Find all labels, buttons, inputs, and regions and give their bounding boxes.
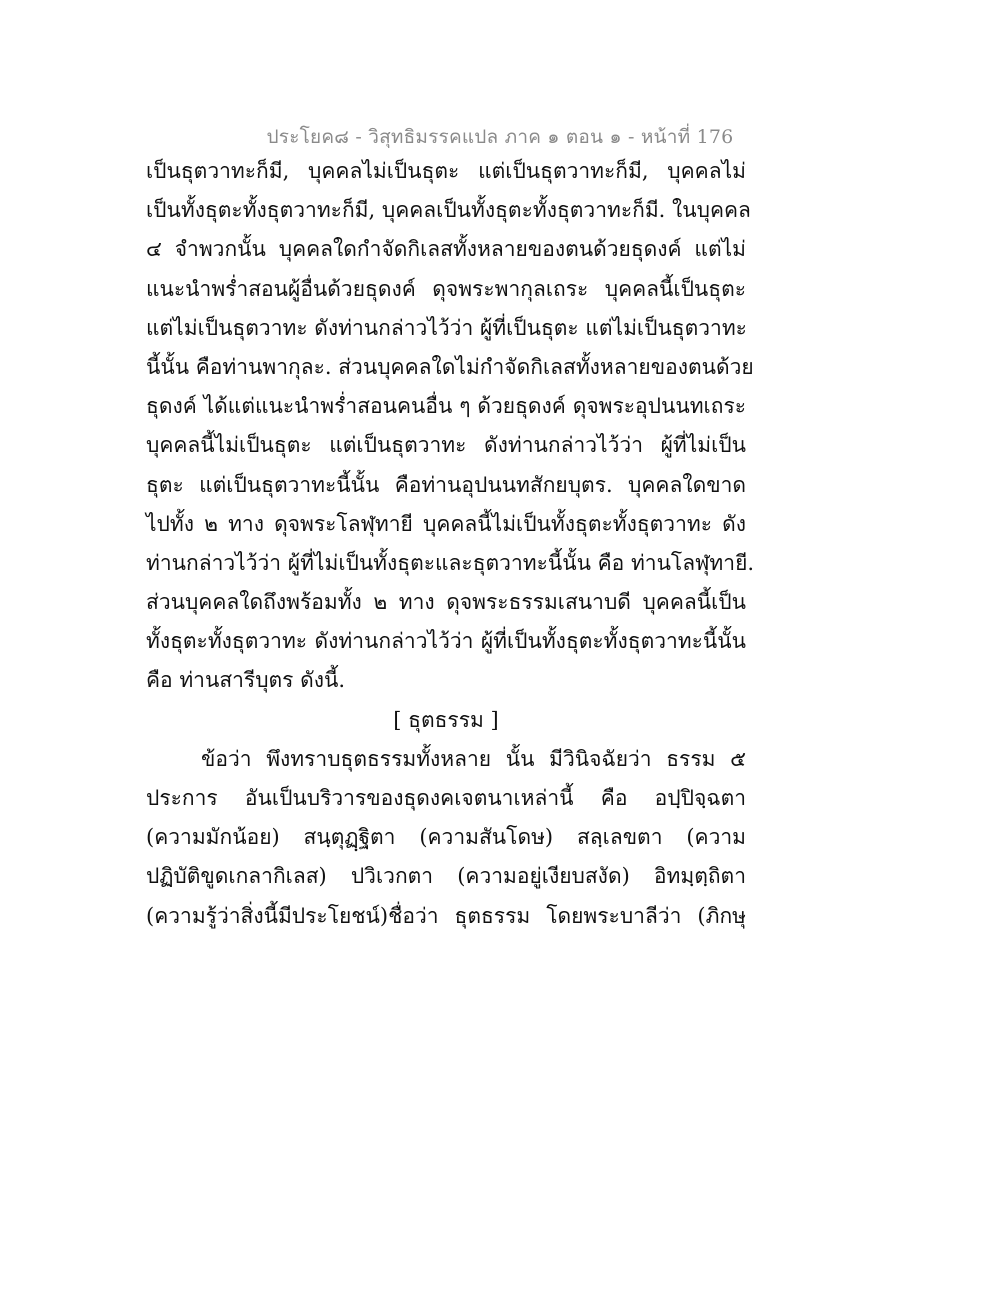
text-line: (ความมักน้อย) สนฺตุฏฺฐิตา (ความสันโดษ) สลฺเลขตา (ความ <box>146 825 746 850</box>
text-line: (ความรู้ว่าสิ่งนี้มีประโยชน์)ชื่อว่า ธุตธรรม โดยพระบาลีว่า (ภิกษุ <box>146 903 746 928</box>
text-line: ธุดงค์ ได้แต่แนะนำพร่ำสอนคนอื่น ๆ ด้วยธุดงค์ ดุจพระอุปนนทเถระ <box>146 394 746 419</box>
text-line: ทั้งธุตะทั้งธุตวาทะ ดังท่านกล่าวไว้ว่า ผู้ที่เป็นทั้งธุตะทั้งธุตวาทะนี้นั้น <box>146 629 746 654</box>
text-line: แต่ไม่เป็นธุตวาทะ ดังท่านกล่าวไว้ว่า ผู้ที่เป็นธุตะ แต่ไม่เป็นธุตวาทะ <box>146 315 747 340</box>
section-heading: [ ธุตธรรม ] <box>393 707 499 732</box>
text-line: ประการ อันเป็นบริวารของธุดงคเจตนาเหล่านี้ คือ อปฺปิจฺฉตา <box>146 786 746 810</box>
text-line: ๔ จำพวกนั้น บุคคลใดกำจัดกิเลสทั้งหลายของตนด้วยธุดงค์ แต่ไม่ <box>146 237 746 262</box>
text-line: ปฏิบัติขูดเกลากิเลส) ปวิเวกตา (ความอยู่เงียบสงัด) อิทมฺตฺถิตา <box>146 864 746 889</box>
text-line: ข้อว่า พึงทราบธุตธรรมทั้งหลาย นั้น มีวินิจฉัยว่า ธรรม ๕ <box>201 746 746 771</box>
text-line: นี้นั้น คือท่านพากุละ. ส่วนบุคคลใดไม่กำจัดกิเลสทั้งหลายของตนด้วย <box>146 354 754 379</box>
text-line: ส่วนบุคคลใดถึงพร้อมทั้ง ๒ ทาง ดุจพระธรรมเสนาบดี บุคคลนี้เป็น <box>146 590 746 615</box>
body-text <box>146 152 755 936</box>
text-line: เป็นธุตวาทะก็มี, บุคคลไม่เป็นธุตะ แต่เป็นธุตวาทะก็มี, บุคคลไม่ <box>146 159 746 183</box>
page-header: ประโยค๘ - วิสุทธิมรรคแปล ภาค ๑ ตอน ๑ - หน้าที่ 176 <box>266 126 734 148</box>
text-line: ไปทั้ง ๒ ทาง ดุจพระโลฬุทายี บุคคลนี้ไม่เป็นทั้งธุตะทั้งธุตวาทะ ดัง <box>146 511 746 536</box>
text-line: ท่านกล่าวไว้ว่า ผู้ที่ไม่เป็นทั้งธุตะและธุตวาทะนี้นั้น คือ ท่านโลฬุทายี. <box>146 550 755 575</box>
text-line: คือ ท่านสารีบุตร ดังนี้. <box>146 668 346 693</box>
text-line: เป็นทั้งธุตะทั้งธุตวาทะก็มี, บุคคลเป็นทั้งธุตะทั้งธุตวาทะก็มี. ในบุคคล <box>146 198 751 223</box>
text-line: แนะนำพร่ำสอนผู้อื่นด้วยธุดงค์ ดุจพระพากุลเถระ บุคคลนี้เป็นธุตะ <box>146 276 746 301</box>
text-line: ธุตะ แต่เป็นธุตวาทะนี้นั้น คือท่านอุปนนทสักยบุตร. บุคคลใดขาด <box>146 472 746 497</box>
text-line: บุคคลนี้ไม่เป็นธุตะ แต่เป็นธุตวาทะ ดังท่านกล่าวไว้ว่า ผู้ที่ไม่เป็น <box>146 433 746 458</box>
